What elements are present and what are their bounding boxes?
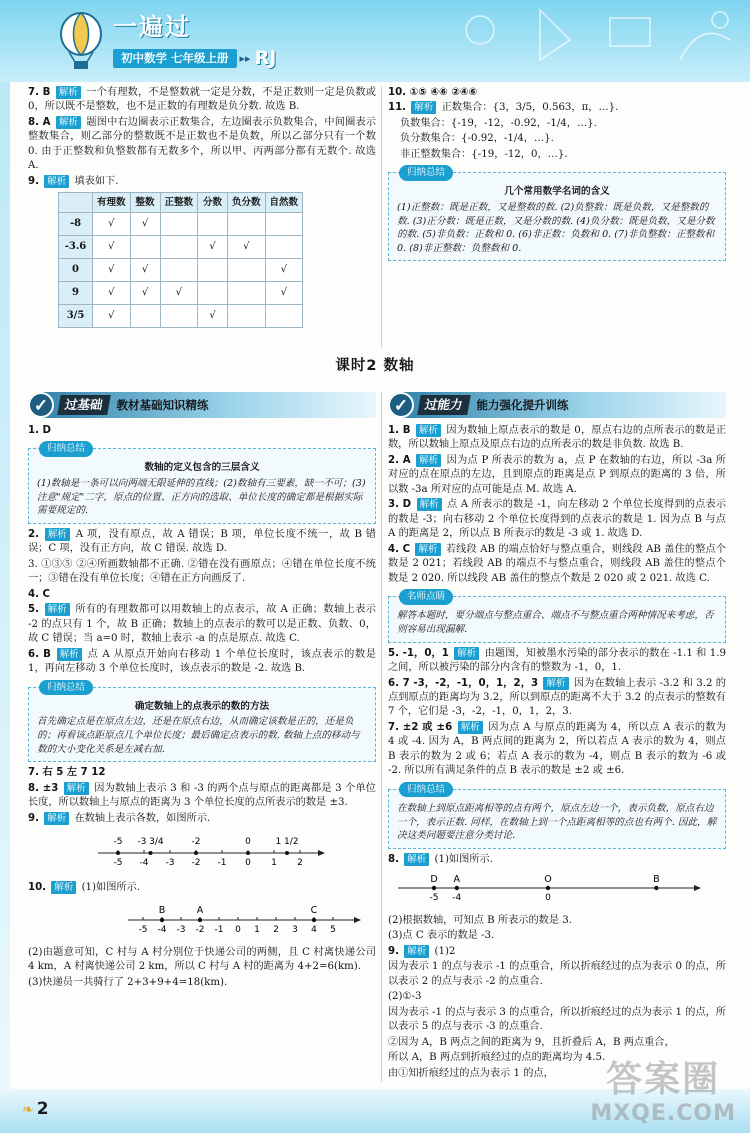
summary-box bbox=[388, 167, 726, 261]
point-label: A bbox=[453, 874, 461, 886]
table-cell: √ bbox=[265, 259, 303, 282]
table-cell bbox=[160, 259, 198, 282]
side-stripe bbox=[0, 82, 10, 1092]
tick-label: 1 bbox=[271, 858, 277, 869]
tick-label: -3 bbox=[165, 858, 175, 869]
doodle-decoration-icon bbox=[420, 0, 750, 82]
banner-subtitle: 教材基础知识精练 bbox=[116, 397, 209, 412]
point-mark bbox=[285, 851, 289, 855]
table-cell: √ bbox=[93, 282, 131, 305]
column-divider bbox=[381, 86, 382, 348]
row-label: 3/5 bbox=[59, 305, 93, 328]
banner-subtitle: 能力强化提升训练 bbox=[476, 397, 569, 412]
point-mark bbox=[312, 918, 316, 922]
row-label: -3.6 bbox=[59, 236, 93, 259]
answer-8: 8. A 解析 题图中右边圈表示正数集合，左边圈表示负数集合，中间圈表示整数集合，则乙部分的整数既不是正数也不是负数，所以乙部分只有一个数 0. 由于正整数和负整数都有无数多个，所以甲、丙两部分都有无数个. 故选 A. bbox=[28, 116, 376, 172]
row-label: -8 bbox=[59, 213, 93, 236]
box-body: (1)数轴是一条可以向两端无限延伸的直线；(2)数轴有三要素，缺一不可；(3)注意"规定"二字，原点的位置、正方向的选取、单位长度的确定都是根据实际需要规定的. bbox=[37, 478, 366, 517]
tick-label: 1 bbox=[254, 925, 260, 936]
lesson-title: 课时2 数轴 bbox=[335, 358, 415, 374]
tick-label: -1 bbox=[217, 858, 227, 869]
summary-box bbox=[28, 681, 376, 762]
point-label: C bbox=[310, 905, 318, 917]
tick-label: -2 bbox=[191, 858, 201, 869]
summary-box bbox=[28, 443, 376, 523]
answer-6: 6. B 解析 点 A 从原点开始向右移动 1 个单位长度时，该点表示的数是 1，再向左移动 3 个单位长度时，该点表示的数是 -2. 故选 B. bbox=[28, 648, 376, 675]
answer-8: 8. ±3 解析 因为数轴上表示 3 和 -3 的两个点与原点的距离都是 3 个单位长度，所以数轴上与原点的距离为 3 个单位长度的点所表示的数是 ±3. bbox=[28, 782, 376, 809]
point-label: 0 bbox=[245, 837, 251, 848]
tick-label: -5 bbox=[138, 925, 148, 936]
watermark-url: MXQE.COM bbox=[590, 1100, 736, 1126]
answer-8-part2: (2)根据数轴，可知点 B 所表示的数是 3. bbox=[388, 914, 572, 926]
banner-name: 过能力 bbox=[417, 395, 470, 415]
point-label: B bbox=[653, 874, 660, 886]
check-icon: ✓ bbox=[28, 392, 54, 418]
box-body: 在数轴上到原点距离相等的点有两个，原点左边一个，表示负数，原点右边一个，表示正数. 同样，在数轴上到一个点距离相等的点也有两个. 因此，解决这类问题要注意分类讨论. bbox=[397, 802, 717, 842]
number-line-q8 bbox=[388, 870, 726, 906]
table-row bbox=[59, 282, 303, 305]
edition-label: RJ bbox=[254, 47, 277, 70]
answers-top-right bbox=[388, 86, 726, 265]
answer-9-line: 所以 A，B 两点到折痕经过的点的距离均为 4.5. bbox=[388, 1052, 606, 1064]
jiexi-tag: 解析 bbox=[543, 677, 568, 690]
tick-label: 3 bbox=[292, 925, 298, 936]
answer-1: 1. D bbox=[28, 425, 51, 436]
box-label: 归纳总结 bbox=[39, 680, 93, 695]
section-banner bbox=[28, 392, 376, 418]
section-banner bbox=[388, 392, 726, 418]
box-label: 归纳总结 bbox=[399, 782, 453, 797]
row-label: 0 bbox=[59, 259, 93, 282]
jiexi-tag: 解析 bbox=[417, 498, 442, 511]
answer-9-line: 因为表示 -1 的点与表示 3 的点重合，所以折痕经过的点为表示 1 的点，所以表示 5 的点与表示 -3 的点重合. bbox=[388, 1006, 726, 1033]
answer-8: 8. 解析 (1)如图所示. bbox=[388, 853, 493, 865]
table-cell bbox=[130, 236, 160, 259]
jiexi-tag: 解析 bbox=[415, 543, 440, 556]
tick-label: 2 bbox=[273, 925, 279, 936]
answer-10: 10. 解析 (1)如图所示. bbox=[28, 881, 140, 893]
table-cell bbox=[130, 305, 160, 328]
table-cell bbox=[228, 259, 266, 282]
point-mark bbox=[432, 886, 436, 890]
table-cell: √ bbox=[130, 282, 160, 305]
point-label: -5 bbox=[113, 837, 123, 848]
point-mark bbox=[116, 851, 120, 855]
table-cell: √ bbox=[93, 259, 131, 282]
answer-9-line: (2)①-3 bbox=[388, 991, 422, 1003]
answer-2: 2. 解析 A 项，没有原点，故 A 错误；B 项，单位长度不统一，故 B 错误；C 项，没有正方向，故 C 错误. 故选 D. bbox=[28, 528, 376, 555]
jiexi-tag: 解析 bbox=[44, 175, 69, 188]
tick-label: -4 bbox=[452, 893, 462, 904]
answer-7: 7. 右 5 左 7 12 bbox=[28, 767, 106, 779]
jiexi-tag: 解析 bbox=[57, 648, 82, 661]
table-cell: √ bbox=[93, 213, 131, 236]
number-line-q9 bbox=[28, 829, 376, 873]
banner-name: 过基础 bbox=[57, 395, 110, 415]
answer-5: 5. -1，0，1 解析 由题图，知被墨水污染的部分表示的数在 -1.1 和 1.9 之间，所以被污染的部分内含有的整数为 -1，0，1. bbox=[388, 647, 726, 674]
point-mark bbox=[160, 918, 164, 922]
point-label: -2 bbox=[191, 837, 201, 848]
jiexi-tag: 解析 bbox=[45, 603, 70, 616]
jiexi-tag: 解析 bbox=[458, 721, 483, 734]
point-mark bbox=[455, 886, 459, 890]
point-label: D bbox=[430, 874, 438, 886]
jiexi-tag: 解析 bbox=[45, 528, 70, 541]
tick-label: 0 bbox=[235, 925, 241, 936]
basic-practice-section bbox=[28, 392, 376, 991]
box-title: 数轴的定义包含的三层含义 bbox=[144, 462, 260, 474]
table-header: 正整数 bbox=[160, 193, 198, 213]
table-cell: √ bbox=[228, 236, 266, 259]
tick-label: -4 bbox=[139, 858, 149, 869]
jiexi-tag: 解析 bbox=[56, 116, 81, 129]
table-cell bbox=[228, 213, 266, 236]
answer-10-part3: (3)快递员一共骑行了 2+3+9+4=18(km). bbox=[28, 976, 228, 988]
answer-6: 6. 7 -3，-2，-1，0，1，2，3 解析 因为在数轴上表示 -3.2 和 3.2 的点到原点的距离均为 3.2，所以到原点的距离不大于 3.2 的点表示的整数有 7 个，它们是 -3，-2，-1，0，1，2，3. bbox=[388, 677, 726, 718]
table-row bbox=[59, 259, 303, 282]
answers-top-left bbox=[28, 86, 376, 331]
table-header bbox=[59, 193, 93, 213]
watermark-title: 答案圈 bbox=[606, 1058, 721, 1100]
answer-10: 10. ①⑤ ④⑥ ②④⑥ bbox=[388, 87, 478, 98]
point-mark bbox=[546, 886, 550, 890]
row-label: 9 bbox=[59, 282, 93, 305]
tick-label: 2 bbox=[297, 858, 303, 869]
table-cell: √ bbox=[130, 213, 160, 236]
box-body: 解答本题时，要分端点与整点重合、端点不与整点重合两种情况来考虑，否则容易出现漏解. bbox=[397, 610, 714, 635]
table-row bbox=[59, 236, 303, 259]
point-label: B bbox=[158, 905, 166, 917]
table-row bbox=[59, 305, 303, 328]
table-cell: √ bbox=[198, 305, 228, 328]
table-cell bbox=[198, 282, 228, 305]
jiexi-tag: 解析 bbox=[64, 782, 89, 795]
tick-label: -2 bbox=[195, 925, 205, 936]
table-cell: √ bbox=[93, 236, 131, 259]
table-cell bbox=[160, 305, 198, 328]
jiexi-tag: 解析 bbox=[56, 86, 81, 99]
tick-label: 4 bbox=[311, 925, 317, 936]
tick-label: -5 bbox=[113, 858, 123, 869]
brand-logo bbox=[55, 10, 276, 72]
tick-label: -5 bbox=[429, 893, 439, 904]
point-label: 1 1/2 bbox=[275, 837, 299, 848]
answer-7: 7. ±2 或 ±6 解析 因为点 A 与原点的距离为 4，所以点 A 表示的数为 4 或 -4. 因为 A，B 两点间的距离为 2，所以若点 A 表示的数为 4，则点 B 表示的数为 2 或 6；若点 A 表示的数为 -4，则点 B 表示的数为 -6 或 -2. 所以所有满足条件的点 B 表示的数是 ±2 或 ±6. bbox=[388, 721, 726, 777]
table-header: 整数 bbox=[130, 193, 160, 213]
non-positive-integer-set: 非正整数集合：{-19，-12，0，…}. bbox=[400, 148, 568, 160]
jiexi-tag: 解析 bbox=[404, 853, 429, 866]
table-cell bbox=[265, 305, 303, 328]
tick-label: -1 bbox=[214, 925, 224, 936]
table-cell bbox=[265, 213, 303, 236]
answer-7: 7. B 解析 一个有理数，不是整数就一定是分数，不是正数则一定是负数或0，所以既不是整数，也不是正数的有理数是负分数. 故选 B. bbox=[28, 87, 376, 113]
check-icon: ✓ bbox=[388, 392, 414, 418]
table-cell bbox=[160, 213, 198, 236]
table-row bbox=[59, 213, 303, 236]
jiexi-tag: 解析 bbox=[51, 881, 76, 894]
subject-label: 初中数学 七年级上册 bbox=[113, 49, 237, 67]
answer-4: 4. C 解析 若线段 AB 的端点恰好与整点重合，则线段 AB 盖住的整点个数是 2 021；若线段 AB 的端点不与整点重合，则线段 AB 盖住的整点个数是 2 020. 所以线段 AB 盖住的整点个数是 2 020 或 2 021. 故选 C. bbox=[388, 543, 727, 584]
watermark bbox=[590, 1058, 736, 1129]
table-cell: √ bbox=[198, 236, 228, 259]
answer-9: 9. 解析 (1)2 bbox=[388, 945, 456, 957]
answer-1: 1. B 解析 因为数轴上原点表示的数是 0，原点右边的点所表示的数是正数，所以数轴上原点及原点右边的点所表示的数是非负数. 故选 B. bbox=[388, 425, 726, 451]
arrows-icon: ▸▸ bbox=[239, 51, 251, 65]
tick-label: 5 bbox=[330, 925, 336, 936]
table-cell bbox=[228, 282, 266, 305]
tick-label: -3 bbox=[176, 925, 186, 936]
page-header bbox=[0, 0, 750, 82]
answer-8-part3: (3)点 C 表示的数是 -3. bbox=[388, 930, 495, 942]
point-label: A bbox=[196, 905, 204, 917]
leaf-icon: ❧ bbox=[22, 1101, 34, 1118]
point-label: O bbox=[544, 874, 552, 886]
table-cell: √ bbox=[265, 282, 303, 305]
table-header: 分数 bbox=[198, 193, 228, 213]
table-header: 自然数 bbox=[265, 193, 303, 213]
point-mark bbox=[149, 851, 153, 855]
table-cell bbox=[228, 305, 266, 328]
tick-label: -4 bbox=[157, 925, 167, 936]
table-cell bbox=[198, 259, 228, 282]
answer-11: 11. 解析 正数集合：{3，3/5，0.563，π，…}. bbox=[388, 102, 619, 114]
answer-3: 3. D 解析 点 A 所表示的数是 -1，向左移动 2 个单位长度得到的点表示的数是 -3；向右移动 2 个单位长度得到的点表示的数是 1. 因为点 B 与点 A 的距离是 2，所以点 B 所表示的数是 -3 或 1. 故选 D. bbox=[388, 499, 727, 540]
table-header: 负分数 bbox=[228, 193, 266, 213]
number-line-q10 bbox=[28, 898, 376, 938]
answer-4: 4. C bbox=[28, 588, 50, 600]
answer-9-line: 由①知折痕经过的点为表示 1 的点， bbox=[388, 1067, 554, 1079]
box-title: 确定数轴上的点表示的数的方法 bbox=[134, 700, 270, 712]
table-header: 有理数 bbox=[93, 193, 131, 213]
negative-set: 负数集合：{-19，-12，-0.92，-1/4，…}. bbox=[400, 117, 597, 129]
page-number: ❧ 2 bbox=[22, 1098, 49, 1119]
jiexi-tag: 解析 bbox=[416, 454, 441, 467]
tick-label: 0 bbox=[245, 858, 251, 869]
jiexi-tag: 解析 bbox=[404, 945, 429, 958]
box-body: 首先确定点是在原点左边，还是在原点右边，从而确定该数是正的，还是负的；再看该点距原点几个单位长度；最后确定点表示的数. 数轴上点的移动与数的大小变化关系是左减右加. bbox=[37, 716, 360, 755]
answer-3: 3. ①③⑤ ②④所画数轴都不正确. ②错在没有画原点；④错在单位长度不统一；③错在没有单位长度；④错在正方向画反了. bbox=[28, 558, 376, 585]
box-label: 名师点睛 bbox=[399, 589, 453, 604]
point-mark bbox=[194, 851, 198, 855]
point-mark bbox=[198, 918, 202, 922]
jiexi-tag: 解析 bbox=[454, 647, 479, 660]
box-title: 几个常用数学名词的含义 bbox=[504, 186, 610, 198]
box-label: 归纳总结 bbox=[39, 441, 93, 456]
table-cell bbox=[265, 236, 303, 259]
summary-box bbox=[388, 783, 726, 849]
answer-5: 5. 解析 所有的有理数都可以用数轴上的点表示，故 A 正确；数轴上表示 -2 的点只有 1 个，故 B 正确；数轴上的点表示的数可以是正数、负数、0，故 C 错误；当 a=0 时，数轴上表示 -a 的点是原点. 故选 C. bbox=[28, 604, 376, 645]
jiexi-tag: 解析 bbox=[416, 424, 441, 437]
ability-practice-section bbox=[388, 392, 726, 1082]
answer-10-part2: (2)由题意可知，C 村与 A 村分别位于快递公司的两侧，且 C 村离快递公司 4 km，A 村离快递公司 2 km，所以 C 村与 A 村的距离为 4+2=6(km). bbox=[28, 946, 376, 973]
table-cell bbox=[160, 236, 198, 259]
table-cell: √ bbox=[160, 282, 198, 305]
point-mark bbox=[654, 886, 658, 890]
tick-label: 0 bbox=[545, 893, 551, 904]
point-mark bbox=[246, 851, 250, 855]
table-cell: √ bbox=[93, 305, 131, 328]
answer-9-line: ②因为 A，B 两点之间的距离为 9，且折叠后 A，B 两点重合， bbox=[388, 1036, 675, 1048]
teacher-tip-box bbox=[388, 591, 726, 642]
answer-9-line: 因为表示 1 的点与表示 -1 的点重合，所以折痕经过的点为表示 0 的点，所以表示 2 的点与表示 -2 的点重合. bbox=[388, 961, 726, 987]
brand-title: 一遍过 bbox=[113, 13, 191, 41]
table-cell bbox=[198, 213, 228, 236]
box-body: (1)正整数：既是正数，又是整数的数. (2)负整数：既是负数，又是整数的数. (3)正分数：既是正数，又是分数的数. (4)负分数：既是负数，又是分数的数. (5)非负数：正数和 0. (6)非正数：负数和 0. (7)非负整数：正整数和 0. (8)非正整数：负整数和 0. bbox=[397, 202, 715, 254]
negative-fraction-set: 负分数集合：{-0.92，-1/4，…}. bbox=[400, 133, 554, 145]
number-set-table bbox=[58, 192, 303, 328]
point-label: -3 3/4 bbox=[137, 837, 164, 848]
table-cell: √ bbox=[130, 259, 160, 282]
answer-9: 9. 解析 填表如下. bbox=[28, 175, 119, 187]
jiexi-tag: 解析 bbox=[411, 101, 436, 114]
answer-9: 9. 解析 在数轴上表示各数，如图所示. bbox=[28, 812, 211, 824]
hot-air-balloon-icon bbox=[55, 12, 107, 70]
answer-2: 2. A 解析 因为点 P 所表示的数为 a，点 P 在数轴的右边，所以 -3a 所对应的点在原点的左边，且到原点的距离是点 P 到原点的距离的 3 倍，所以数 -3a 所对应的点可能是点 M. 故选 A. bbox=[388, 454, 726, 495]
jiexi-tag: 解析 bbox=[44, 812, 69, 825]
box-label: 归纳总结 bbox=[399, 165, 453, 180]
column-divider bbox=[381, 392, 382, 1082]
